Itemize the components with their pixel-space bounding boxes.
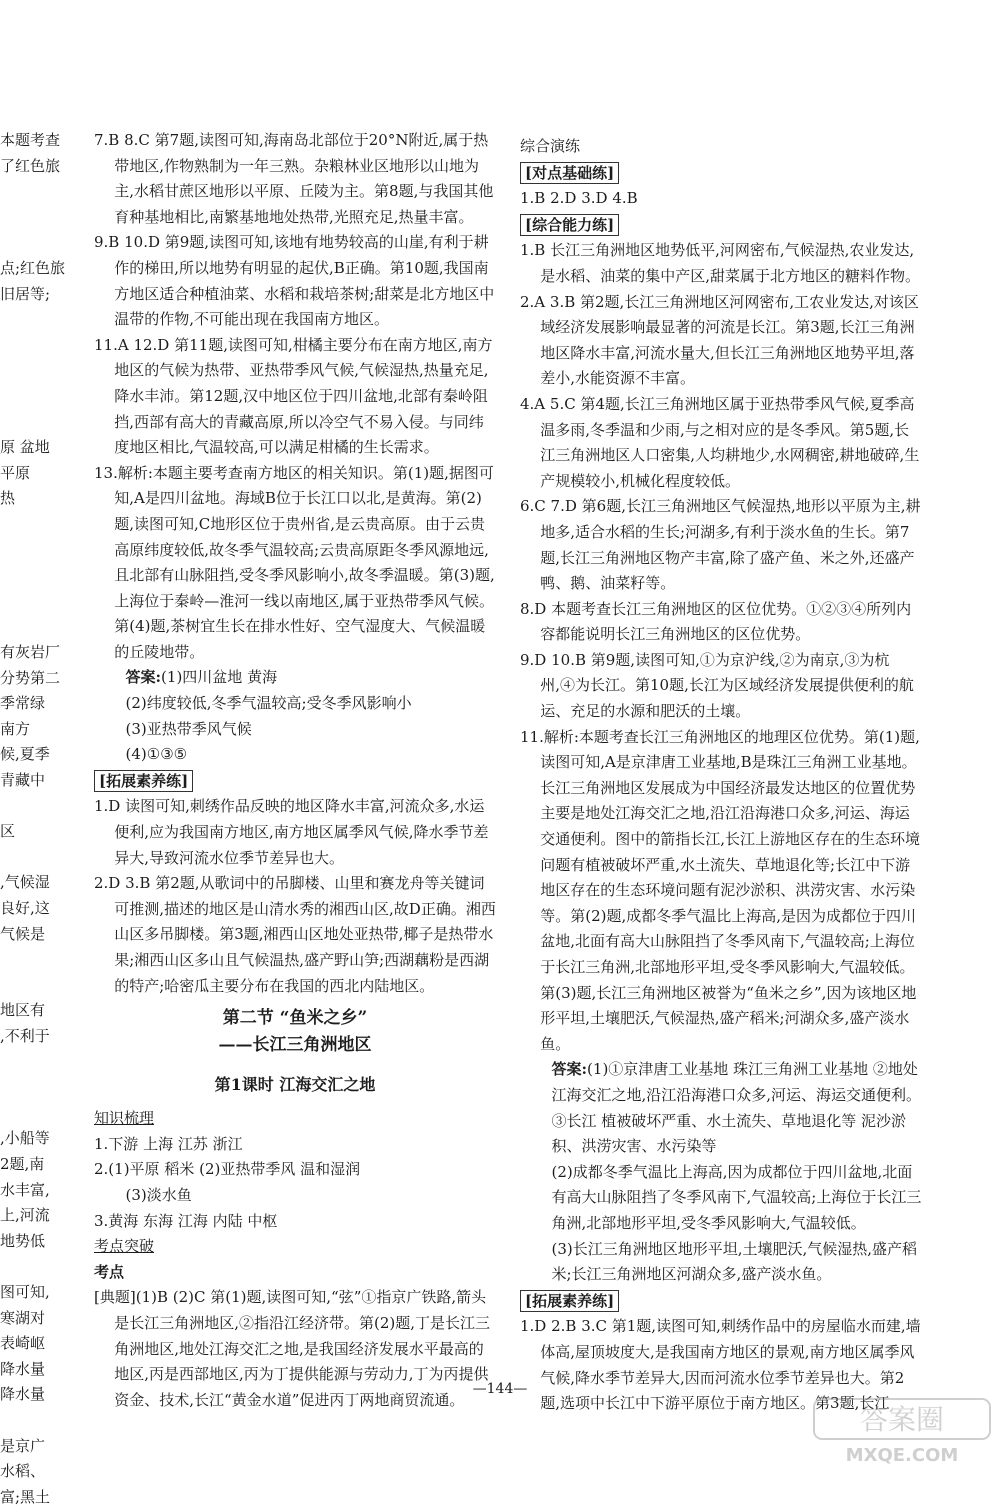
margin-fragment: 季常绿 — [0, 694, 46, 713]
extension-section-label-2: [拓展素养练] — [520, 1290, 619, 1312]
margin-fragment: 原 盆地 — [0, 438, 50, 457]
margin-fragment: 气候是 — [0, 924, 46, 943]
knowledge-1: 1.下游 上海 江苏 浙江 — [94, 1134, 243, 1153]
ability-answer-6-7: 6.C 7.D 第6题,长江三角洲地区气候湿热,地形以平原为主,耕地多,适合水稻的生长;河湖多,有利于淡水鱼的生长。第7题,长江三角洲地区物产丰富,除了盛产鱼、米之外,还盛产鸭、鹅、油菜籽等。 — [520, 497, 921, 593]
right-column — [520, 134, 922, 1417]
margin-fragment: ,小船等 — [0, 1129, 50, 1148]
example-answer: [典题](1)B (2)C 第(1)题,读图可知,“弦”①指京广铁路,箭头是长江三角洲地区,②指沿江经济带。第(2)题,丁是长江三角洲地区,地处江海交汇之地,是我国经济发展水平最高的地区,丙是西部地区,丙为丁提供能源与劳动力,丁为丙提供资金、技术,长江“黄金水道”促进丙丁两地商贸流通。 — [94, 1288, 491, 1409]
watermark-line1: 答案圈 — [859, 1403, 945, 1436]
margin-fragment: 分势第二 — [0, 668, 61, 687]
watermark-logo — [808, 1395, 996, 1467]
ability-answer-4-5: 4.A 5.C 第4题,长江三角洲地区属于亚热带季风气候,夏季高温多雨,冬季温和少雨,与之相对应的是冬季风。第5题,长江三角洲地区人口密集,人均耕地少,水网稠密,耕地破碎,生产规模较小,机械化程度较低。 — [520, 394, 920, 490]
ability-answer-9-10: 9.D 10.B 第9题,读图可知,①为京沪线,②为南京,③为杭州,④为长江。第10题,长江为区域经济发展提供便利的航运、充足的水源和肥沃的土壤。 — [520, 650, 914, 721]
margin-fragment: 本题考查 — [0, 131, 61, 149]
margin-fragment: 平原 — [0, 463, 31, 482]
answer-11-12: 11.A 12.D 第11题,读图可知,柑橘主要分布在南方地区,南方地区的气候为热带、亚热带季风气候,气候湿热,热量充足,降水丰沛。第12题,汉中地区位于四川盆地,北部有秦岭阻挡,西部有高大的青藏高原,所以冷空气不易入侵。与同纬度地区相比,气温较高,可以满足柑橘的生长需求。 — [94, 335, 493, 457]
margin-fragment: 寒湖对 — [0, 1308, 46, 1327]
knowledge-3: 3.黄海 东海 江海 内陆 中枢 — [94, 1211, 278, 1230]
ability-answer-2-3: 2.A 3.B 第2题,长江三角洲地区河网密布,工农业发达,对该区域经济发展影响最显著的河流是长江。第3题,长江三角洲地区降水丰富,河流水量大,但长江三角洲地区地势平坦,落差小,水能资源不丰富。 — [520, 292, 919, 388]
margin-fragment: 水丰富, — [0, 1180, 50, 1199]
margin-fragment: 热 — [0, 489, 16, 508]
page-number: —144— — [472, 1381, 528, 1397]
margin-fragment: ,不利于 — [0, 1027, 50, 1045]
margin-fragment: 候,夏季 — [0, 745, 50, 764]
margin-fragment: 南方 — [0, 719, 31, 738]
margin-fragment: 良好,这 — [0, 899, 50, 917]
margin-fragment: 了红色旅 — [0, 156, 61, 175]
margin-fragment: 区 — [0, 822, 16, 841]
margin-fragment: 地势低 — [0, 1231, 46, 1250]
section-subtitle: ——长江三角洲地区 — [218, 1035, 372, 1056]
lesson-title: 第1课时 江海交汇之地 — [214, 1075, 376, 1095]
practice-title: 综合演练 — [520, 137, 581, 155]
margin-fragment: 旧居等; — [0, 284, 51, 303]
answer-13-key — [94, 665, 496, 767]
knowledge-2: 2.(1)平原 稻米 (2)亚热带季风 温和湿润 — [94, 1160, 361, 1179]
answer-label: 答案: — [551, 1060, 588, 1079]
answer-7-8: 7.B 8.C 第7题,读图可知,海南岛北部位于20°N附近,属于热带地区,作物熟制为一年三熟。杂粮林业区地形以山地为主,水稻甘蔗区地形以平原、丘陵为主。第8题,与我国其他育种基地相比,南繁基地地处热带,光照充足,热量丰富。 — [94, 131, 494, 226]
margin-fragment: 地区有 — [0, 1001, 46, 1020]
answer-11-2: (2)成都冬季气温比上海高,因为成都位于四川盆地,北面有高大山脉阻挡了冬季风南下,气温较高;上海位于长江三角洲,北部地形平坦,受冬季风影响大,气温较低。 — [551, 1162, 922, 1232]
margin-fragment: 青藏中 — [0, 771, 46, 789]
ext-answer-right: 1.D 2.B 3.C 第1题,读图可知,刺绣作品中的房屋临水而建,墙体高,屋顶坡度大,是我国南方地区的景观,南方地区属季风气候,降水季节差异大,因而河流水位季节差异也大。第2题,选项中长江中下游平原位于南方地区。第3题,长江 — [520, 1317, 921, 1413]
margin-fragment: 表崎岖 — [0, 1334, 46, 1353]
ability-section-label: [综合能力练] — [520, 214, 619, 236]
answer-13-4: (4)①③⑤ — [125, 745, 188, 764]
section-title: 第二节 “鱼米之乡” — [222, 1008, 368, 1029]
answer-13-2: (2)纬度较低,冬季气温较高;受冬季风影响小 — [125, 694, 412, 713]
middle-column — [94, 128, 496, 1413]
margin-fragment: 图可知, — [0, 1283, 50, 1301]
answer-13: 13.解析:本题主要考查南方地区的相关知识。第(1)题,据图可知,A是四川盆地。海域B位于长江口以北,是黄海。第(2)题,读图可知,C地形区位于贵州省,是云贵高原。由于云贵高原纬度较低,故冬季气温较高;云贵高原距冬季风源地远,且北部有山脉阻挡,受冬季风影响小,故冬季温暖。第(3)题,上海位于秦岭—淮河一线以南地区,属于亚热带季风气候。第(4)题,茶树宜生长在排水性好、空气湿度大、气候温暖的丘陵地带。 — [94, 463, 495, 661]
breakthrough-heading: 考点突破 — [94, 1237, 155, 1256]
ability-answer-8: 8.D 本题考查长江三角洲地区的区位优势。①②③④所列内容都能说明长江三角洲地区的区位优势。 — [520, 599, 912, 644]
answer-13-3: (3)亚热带季风气候 — [125, 719, 252, 738]
margin-fragment: 点;红色旅 — [0, 259, 66, 277]
ext-answer-2-3: 2.D 3.B 第2题,从歌词中的吊脚楼、山里和赛龙舟等关键词可推测,描述的地区是山清水秀的湘西山区,故D正确。湘西山区多吊脚楼。第3题,湘西山区地处亚热带,椰子是热带水果;湘西山区多山且气候温热,盛产野山笋;西湖藕粉是西湖的特产;哈密瓜主要分布在我国的西北内陆地区。 — [94, 874, 496, 995]
answer-11-1: (1)①京津唐工业基地 珠江三角洲工业基地 ②地处江海交汇之地,沿江沿海港口众多,河运、海运交通便利。③长江 植被破坏严重、水土流失、草地退化等 泥沙淤积、洪涝灾害、水污染等 — [551, 1060, 922, 1156]
answer-9-10: 9.B 10.D 第9题,读图可知,该地有地势较高的山崖,有利于耕作的梯田,所以地势有明显的起伏,B正确。第10题,我国南方地区适合种植油菜、水稻和栽培茶树;甜菜是北方地区中温带的作物,不可能出现在我国南方地区。 — [94, 233, 495, 329]
answer-13-1: (1)四川盆地 黄海 — [161, 668, 278, 687]
knowledge-2b: (3)淡水鱼 — [125, 1185, 192, 1204]
extension-section-label: [拓展素养练] — [94, 770, 193, 792]
ability-answer-1: 1.B 长江三角洲地区地势低平,河网密布,气候湿热,农业发达,是水稻、油菜的集中产区,甜菜属于北方地区的糖料作物。 — [520, 241, 921, 285]
basic-answers: 1.B 2.D 3.D 4.B — [520, 189, 638, 208]
margin-fragment: 上,河流 — [0, 1206, 50, 1225]
basic-section-label: [对点基础练] — [520, 162, 619, 184]
knowledge-heading: 知识梳理 — [94, 1109, 155, 1128]
margin-fragment: ,气候湿 — [0, 873, 50, 892]
margin-fragment: 2题,南 — [0, 1155, 45, 1173]
watermark-line2: MXQE.COM — [845, 1445, 959, 1466]
answer-11-3: (3)长江三角洲地区地形平坦,土壤肥沃,气候湿热,盛产稻米;长江三角洲地区河湖众多,盛产淡水鱼。 — [551, 1239, 918, 1284]
ext-answer-1: 1.D 读图可知,刺绣作品反映的地区降水丰富,河流众多,水运便利,应为我国南方地区,南方地区属季风气候,降水季节差异大,导致河流水位季节差异也大。 — [94, 797, 489, 867]
margin-fragment: 是京广 — [0, 1436, 46, 1455]
margin-fragment: 水稻、 — [0, 1462, 46, 1481]
answer-11-key — [520, 1057, 922, 1287]
point-heading: 考点 — [94, 1262, 125, 1281]
margin-fragment: 降水量 — [0, 1385, 46, 1404]
answer-label: 答案: — [125, 668, 162, 687]
margin-fragment: 降水量 — [0, 1359, 46, 1378]
margin-fragment: 富;黑土 — [0, 1487, 51, 1506]
margin-fragment: 有灰岩厂 — [0, 643, 61, 661]
ability-answer-11: 11.解析:本题考查长江三角洲地区的地理区位优势。第(1)题,读图可知,A是京津唐工业基地,B是珠江三角洲工业基地。长江三角洲地区发展成为中国经济最发达地区的位置优势主要是地处江海交汇之地,沿江沿海港口众多,河运、海运交通便利。图中的箭指长江,长江上游地区存在的生态环境问题有植被破坏严重,水土流失、草地退化等;长江中下游地区存在的生态环境问题有泥沙淤积、洪涝灾害、水污染等。第(2)题,成都冬季气温比上海高,是因为成都位于四川盆地,北面有高大山脉阻挡了冬季风南下,气温较高;上海位于长江三角洲,北部地形平坦,受冬季风影响大,气温较低。第(3)题,长江三角洲地区被誉为“鱼米之乡”,因为该地区地形平坦,土壤肥沃,气候湿热,盛产稻米;河湖众多,盛产淡水鱼。 — [520, 727, 921, 1053]
